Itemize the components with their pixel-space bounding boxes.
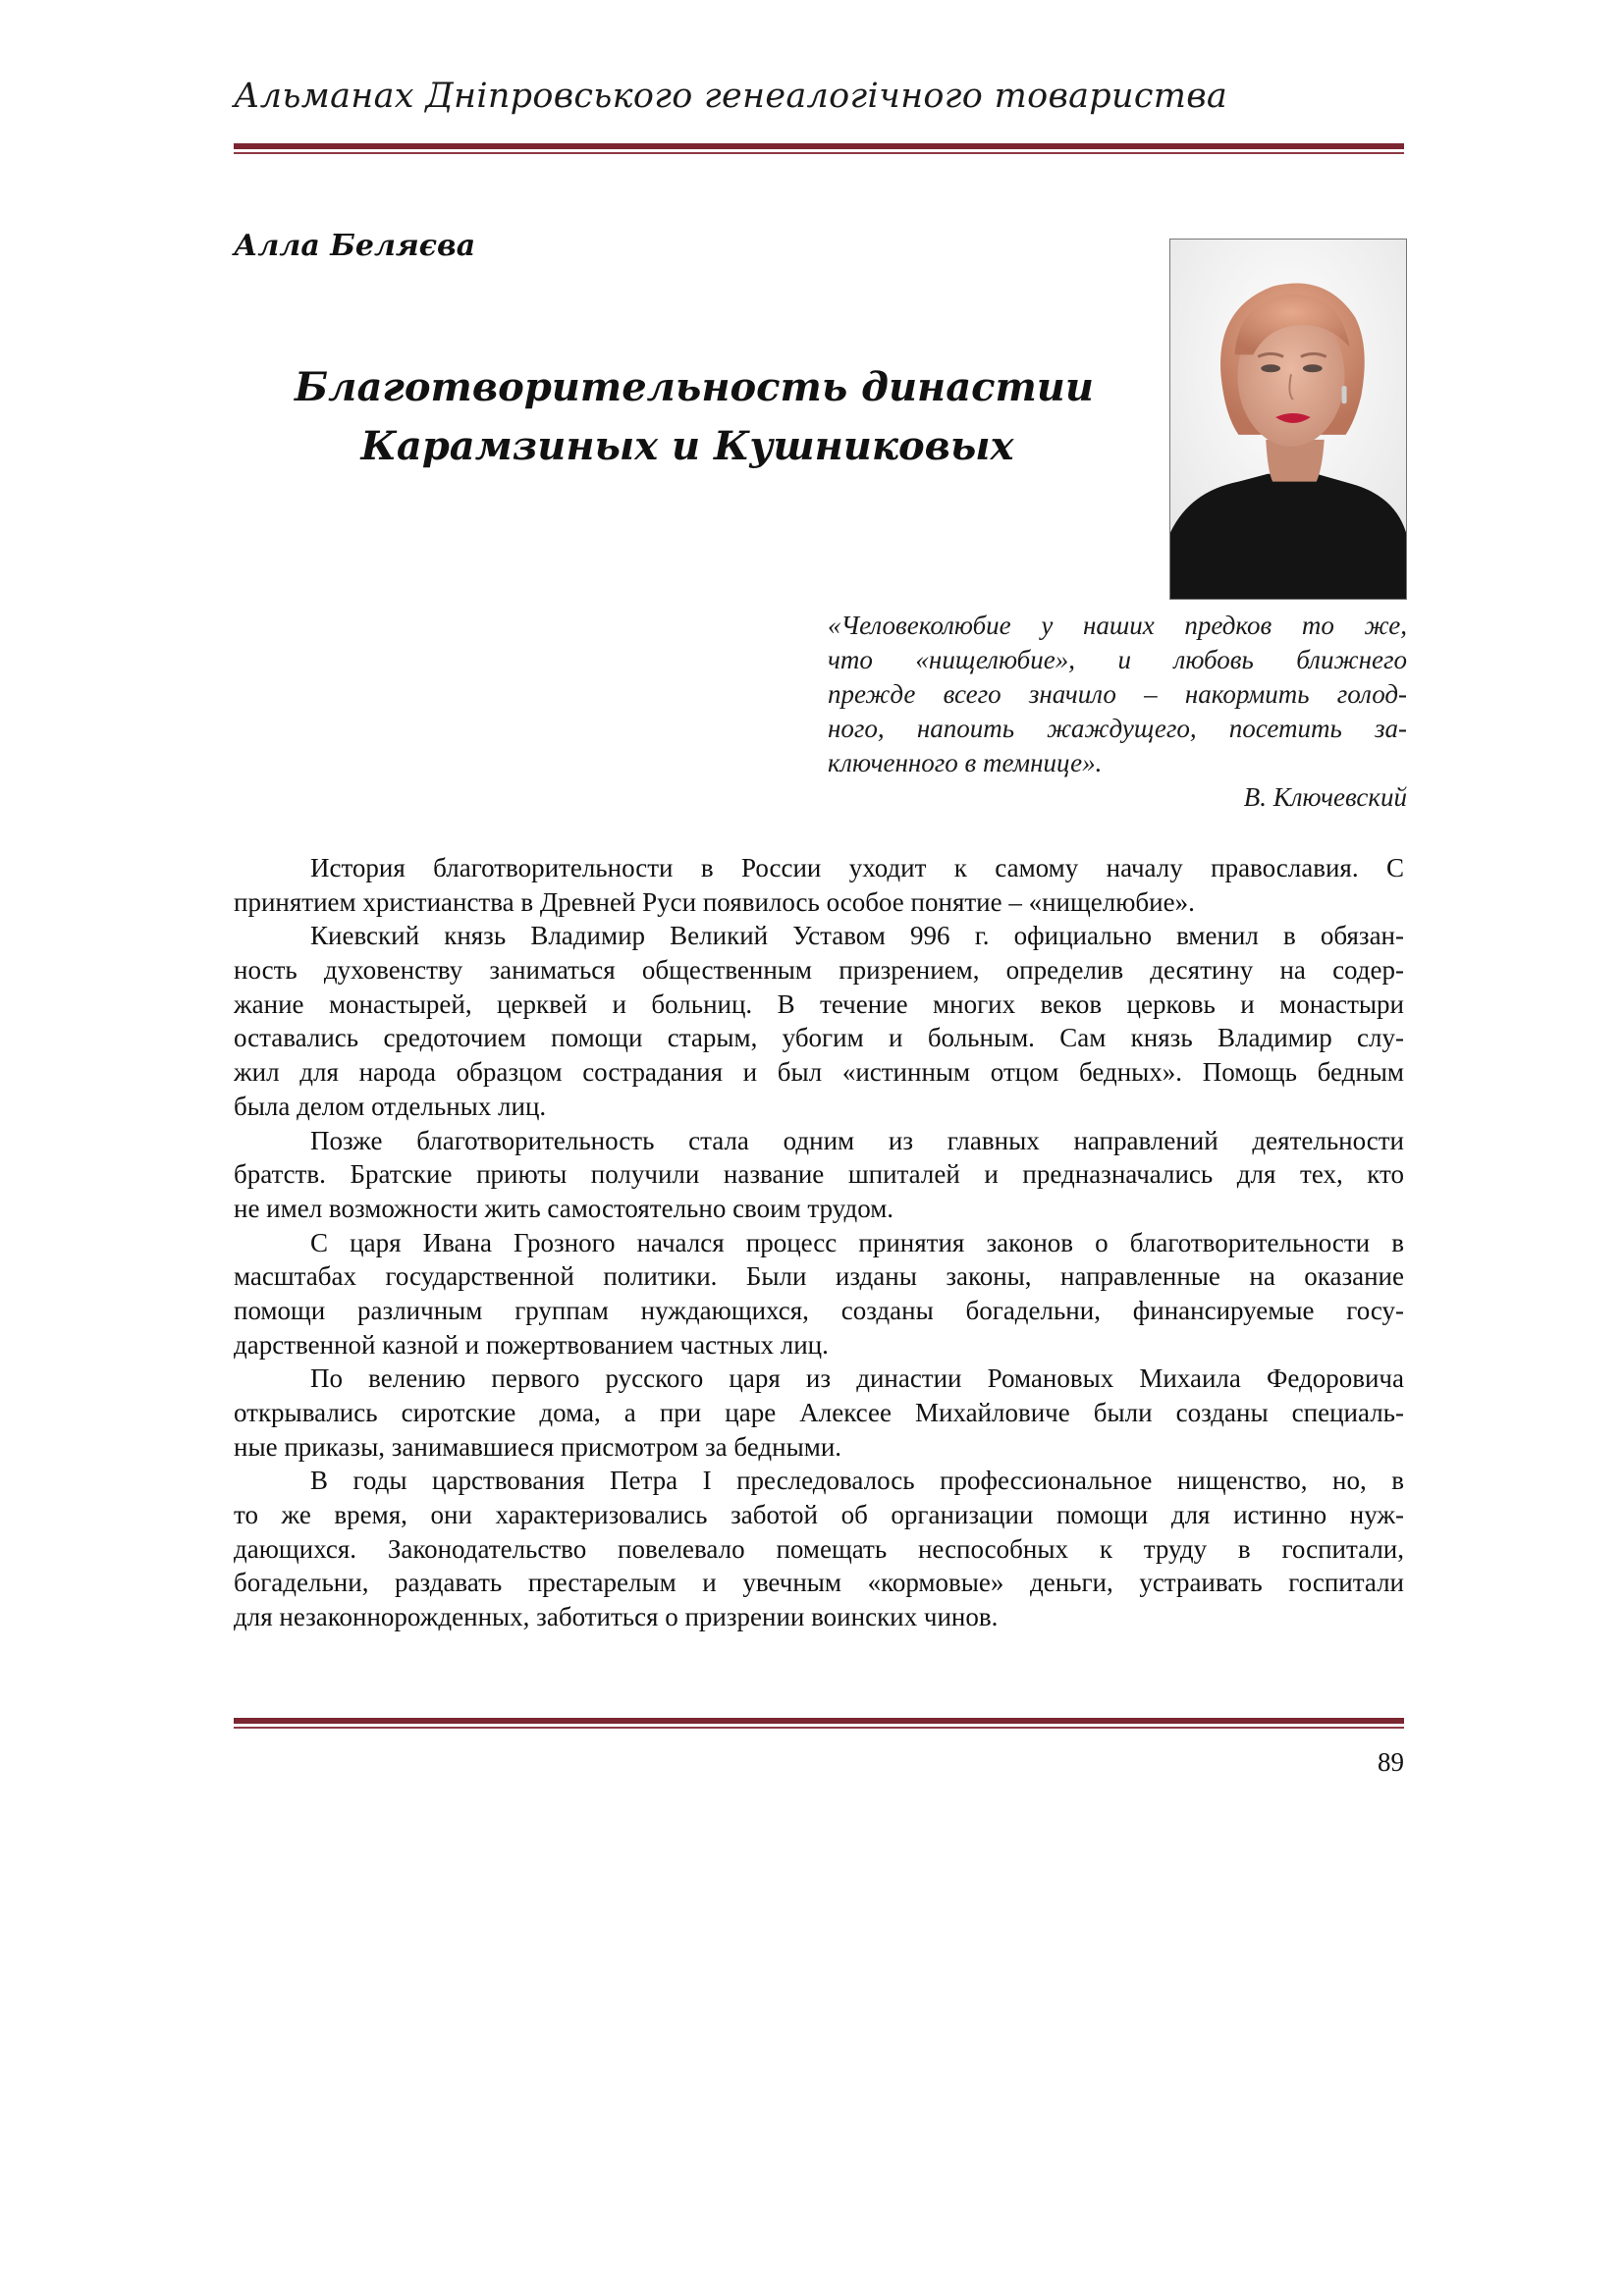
body-line: По велению первого русского царя из династии Романовых Михаила Федоровича <box>310 1363 1404 1394</box>
body-line: то же время, они характеризовались заботой об организации помощи для истинно нуж- <box>234 1500 1404 1530</box>
article-title <box>295 358 1094 476</box>
body-line: жание монастырей, церквей и больниц. В течение многих веков церковь и монастыри <box>234 988 1404 1019</box>
body-line: дарственной казной и пожертвованием частных лиц. <box>234 1329 829 1360</box>
body-line: Позже благотворительность стала одним из главных направлений деятельности <box>310 1125 1404 1155</box>
epigraph-attribution: В. Ключевский <box>1243 782 1407 812</box>
body-line: дающихся. Законодательство повелевало помещать неспособных к труду в госпитали, <box>234 1533 1404 1564</box>
body-line: ные приказы, занимавшиеся присмотром за бедными. <box>234 1431 842 1462</box>
body-line: братств. Братские приюты получили название шпиталей и предназначались для тех, кто <box>234 1159 1404 1190</box>
epigraph-line: прежде всего значило – накормить голод- <box>828 679 1407 709</box>
body-line: В годы царствования Петра I преследовалось профессиональное нищенство, но, в <box>310 1466 1404 1496</box>
epigraph-line: ключенного в темнице». <box>828 748 1103 777</box>
page-number: 89 <box>1378 1747 1404 1777</box>
body-line: была делом отдельных лиц. <box>234 1091 547 1121</box>
epigraph <box>828 609 1407 815</box>
body-line: жил для народа образцом сострадания и был «истинным отцом бедных». Помощь бедным <box>234 1057 1404 1088</box>
body-line: ность духовенству заниматься общественным призрением, определив десятину на содер- <box>234 955 1404 986</box>
title-line: Благотворительность династии <box>295 364 1094 410</box>
body-line: не имел возможности жить самостоятельно своим трудом. <box>234 1193 894 1223</box>
title-line: Карамзиных и Кушниковых <box>360 423 1014 469</box>
body-line: С царя Ивана Грозного начался процесс принятия законов о благотворительности в <box>310 1227 1404 1257</box>
portrait-image <box>1170 240 1406 599</box>
body-line: принятием христианства в Древней Руси появилось особое понятие – «нищелюбие». <box>234 886 1195 917</box>
body-line: для незаконнорожденных, заботиться о призрении воинских чинов. <box>234 1602 999 1632</box>
body-line: История благотворительности в России уходит к самому началу православия. С <box>310 853 1404 882</box>
article-body <box>234 851 1404 1634</box>
footer-rule <box>234 1718 1404 1729</box>
body-line: Киевский князь Владимир Великий Уставом 996 г. официально вменил в обязан- <box>310 921 1404 951</box>
body-line: богадельни, раздавать престарелым и увечным «кормовые» деньги, устраивать госпитали <box>234 1568 1404 1598</box>
author-portrait <box>1169 239 1407 600</box>
body-line: оставались средоточием помощи старым, убогим и больным. Сам князь Владимир слу- <box>234 1023 1404 1053</box>
epigraph-line: ного, напоить жаждущего, посетить за- <box>828 714 1407 743</box>
body-line: открывались сиротские дома, а при царе Алексее Михайловиче были созданы специаль- <box>234 1398 1404 1427</box>
header-rule <box>234 143 1404 154</box>
epigraph-line: что «нищелюбие», и любовь ближнего <box>828 645 1407 674</box>
body-line: масштабах государственной политики. Были изданы законы, направленные на оказание <box>234 1261 1404 1292</box>
body-line: помощи различным группам нуждающихся, созданы богадельни, финансируемые госу- <box>234 1295 1404 1325</box>
author-name: Алла Беляєва <box>234 229 476 263</box>
epigraph-line: «Человеколюбие у наших предков то же, <box>828 611 1407 640</box>
running-header: Альманах Дніпровського генеалогічного товариства <box>234 77 1228 116</box>
